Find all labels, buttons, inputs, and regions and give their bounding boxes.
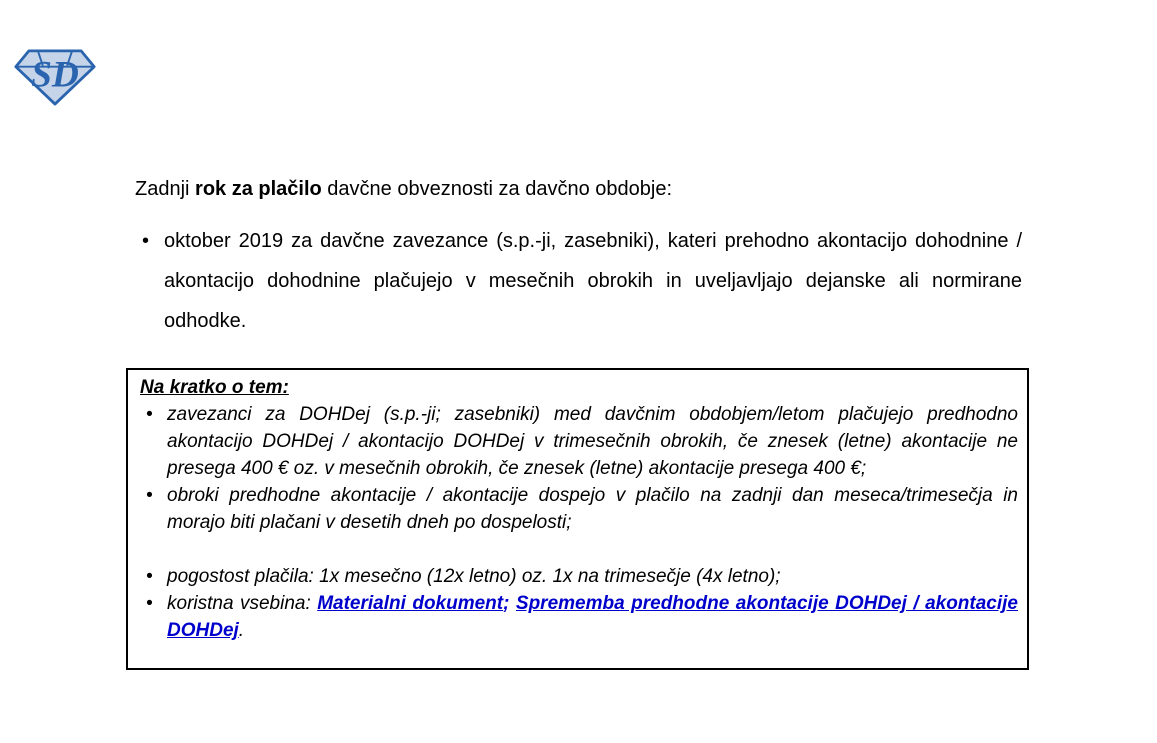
link-sprememba-akontacije[interactable]: Sprememba predhodne akontacije DOHDej / akontacije DOHDej <box>167 593 1019 641</box>
box-bullet-text: obroki predhodne akontacije / akontacije dospejo v plačilo na zadnji dan meseca/trimesečja in morajo biti plačani v desetih dneh po dospelosti; <box>167 485 1018 533</box>
link-materialni-dokument[interactable]: Materialni dokument <box>317 593 504 614</box>
list-item-obroki <box>140 482 1018 536</box>
link-separator: ; <box>503 593 516 614</box>
summary-box <box>126 368 1029 670</box>
main-bullet-text: oktober 2019 za davčne zavezance (s.p.-ji, zasebniki), kateri prehodno akontacijo dohodnine / akontacijo dohodnine plačujejo v mesečnih obrokih in uveljavljajo dejanske ali normirane odhodke. <box>164 230 1022 332</box>
list-item-koristna-vsebina <box>140 590 1018 644</box>
list-item-pogostost <box>140 563 1018 590</box>
svg-text:SD: SD <box>31 54 79 96</box>
box-bullet-text: zavezanci za DOHDej (s.p.-ji; zasebniki) med davčnim obdobjem/letom plačujejo predhodno akontacijo DOHDej / akontacijo DOHDej v trimesečnih obrokih, če znesek (letne) akontacije ne presega 400 € oz. v mesečnih obrokih, če znesek (letne) akontacije presega 400 €; <box>167 404 1018 479</box>
list-item-zavezanci <box>140 401 1018 482</box>
main-bullet-list <box>135 221 1022 341</box>
intro-prefix: Zadnji <box>135 178 196 200</box>
box-bullet-text: pogostost plačila: 1x mesečno (12x letno) oz. 1x na trimesečje (4x letno); <box>167 566 781 587</box>
last-bullet-prefix: koristna vsebina: <box>167 593 318 614</box>
intro-paragraph <box>135 176 1025 202</box>
company-logo <box>13 46 97 108</box>
box-bullet-list <box>140 401 1018 644</box>
box-title: Na kratko o tem: <box>140 377 289 398</box>
intro-bold-phrase: rok za plačilo <box>195 178 322 200</box>
last-bullet-suffix: . <box>238 620 245 641</box>
list-item-oktober-2019 <box>135 221 1022 341</box>
sd-diamond-icon <box>13 46 97 108</box>
intro-suffix: davčne obveznosti za davčno obdobje: <box>321 178 672 200</box>
